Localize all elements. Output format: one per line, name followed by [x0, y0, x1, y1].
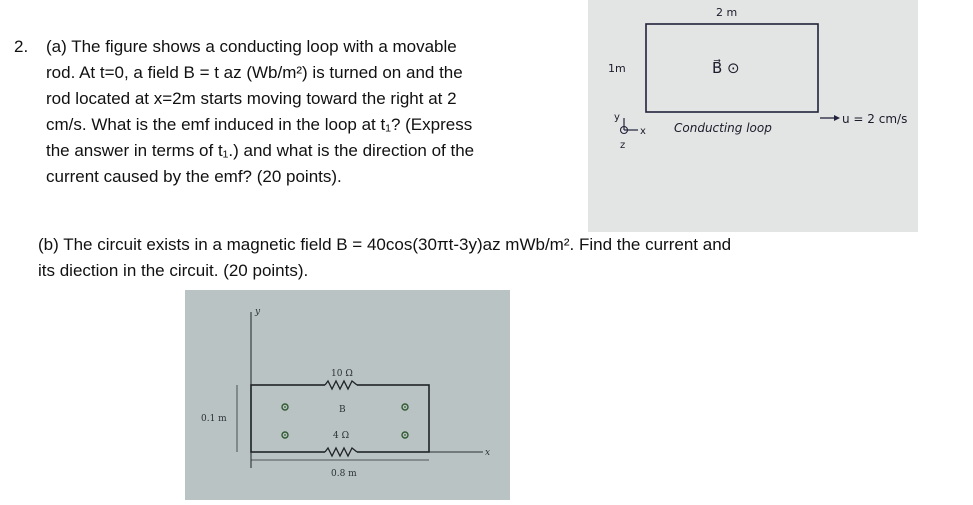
- axis-x-label: x: [485, 448, 491, 458]
- height-label: 1m: [608, 62, 626, 75]
- question-a-line: current caused by the emf? (20 points).: [46, 167, 342, 186]
- width-label: 0.8 m: [331, 469, 357, 479]
- question-a-line: rod located at x=2m starts moving toward the right at 2: [46, 89, 457, 108]
- figure-a-drawing: [588, 0, 918, 232]
- axis-y-label: y: [255, 307, 261, 317]
- velocity-label: u = 2 cm/s: [842, 112, 908, 126]
- figure-a-photo: [588, 0, 918, 232]
- bottom-resistor-label: 4 Ω: [333, 431, 350, 441]
- axis-x-label: x: [640, 126, 646, 137]
- figure-b-photo: [185, 290, 510, 500]
- question-b-text: [38, 232, 938, 284]
- top-resistor-label: 10 Ω: [331, 369, 353, 379]
- figure-b-drawing: [185, 290, 510, 500]
- field-label: B⃗ ⊙: [712, 59, 740, 77]
- field-label: B: [339, 405, 346, 415]
- axis-z-label: z: [620, 140, 626, 151]
- question-a-line: the answer in terms of t₁.) and what is the direction of the: [46, 141, 475, 160]
- question-b-line: its diection in the circuit. (20 points).: [38, 261, 309, 280]
- question-number: 2.: [14, 37, 29, 56]
- question-a-line: (a) The figure shows a conducting loop with a movable: [46, 37, 457, 56]
- question-a-line: cm/s. What is the emf induced in the loop at t₁? (Express: [46, 115, 473, 134]
- question-b-line: (b) The circuit exists in a magnetic field B = 40cos(30πt-3y)az mWb/m². Find the current and: [38, 235, 732, 254]
- question-a-line: rod. At t=0, a field B = t az (Wb/m²) is turned on and the: [46, 63, 463, 82]
- loop-label: Conducting loop: [674, 121, 772, 135]
- question-a-text: [46, 34, 566, 190]
- height-label: 0.1 m: [201, 414, 227, 424]
- width-label: 2 m: [716, 6, 738, 19]
- axis-y-label: y: [614, 112, 620, 123]
